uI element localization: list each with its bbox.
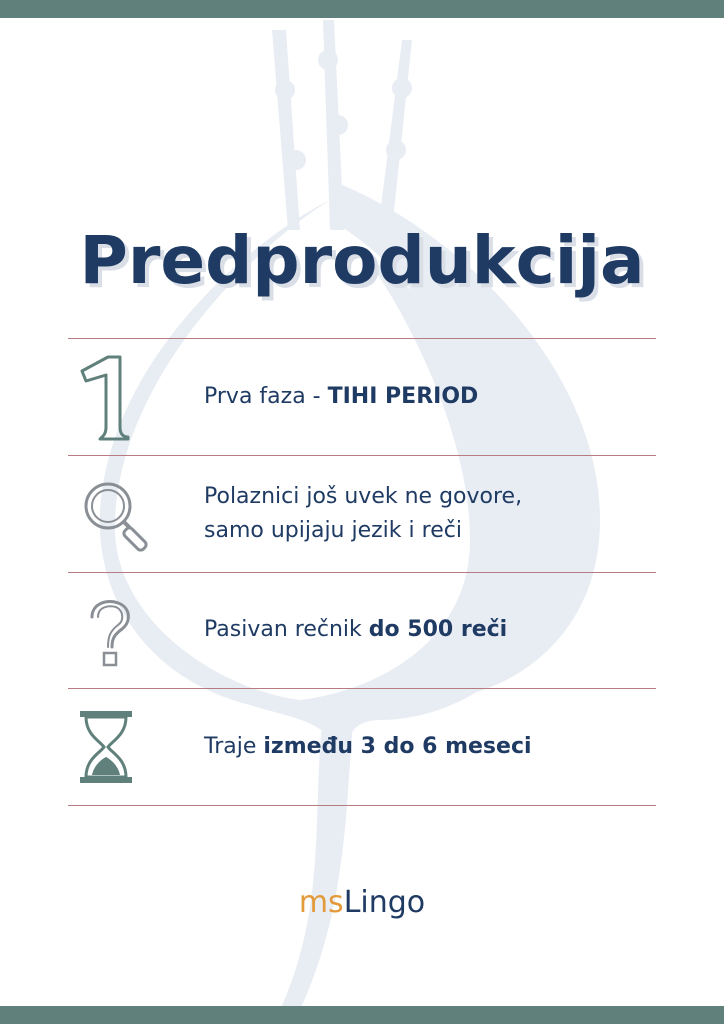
duration-label: Traje — [204, 734, 264, 759]
page-title: Predprodukcija — [79, 222, 645, 299]
description-text — [204, 480, 522, 548]
bottom-bar — [0, 1006, 724, 1024]
divider — [68, 805, 656, 806]
list-item-phase — [68, 339, 656, 455]
logo-part-lingo: Lingo — [343, 885, 426, 920]
magnifier-icon — [78, 478, 158, 558]
duration-value: između 3 do 6 meseci — [263, 734, 532, 759]
hourglass-icon — [78, 709, 138, 789]
list-item-vocabulary — [68, 573, 656, 688]
duration-text — [204, 730, 532, 764]
description-line-2: samo upijaju jezik i reči — [204, 518, 462, 543]
vocabulary-value: do 500 reči — [368, 617, 508, 642]
mslingo-logo — [0, 885, 724, 920]
phase-name: TIHI PERIOD — [327, 384, 479, 409]
logo-part-ms: ms — [298, 885, 344, 920]
list-item-description — [68, 456, 656, 572]
description-line-1: Polaznici još uvek ne govore, — [204, 484, 523, 509]
list-item-duration — [68, 689, 656, 805]
vocabulary-text — [204, 613, 507, 647]
number-one-icon — [78, 351, 134, 445]
question-mark-icon — [78, 595, 148, 675]
phase-text — [204, 380, 478, 414]
phase-label: Prva faza - — [204, 384, 328, 409]
vocabulary-label: Pasivan rečnik — [204, 617, 369, 642]
